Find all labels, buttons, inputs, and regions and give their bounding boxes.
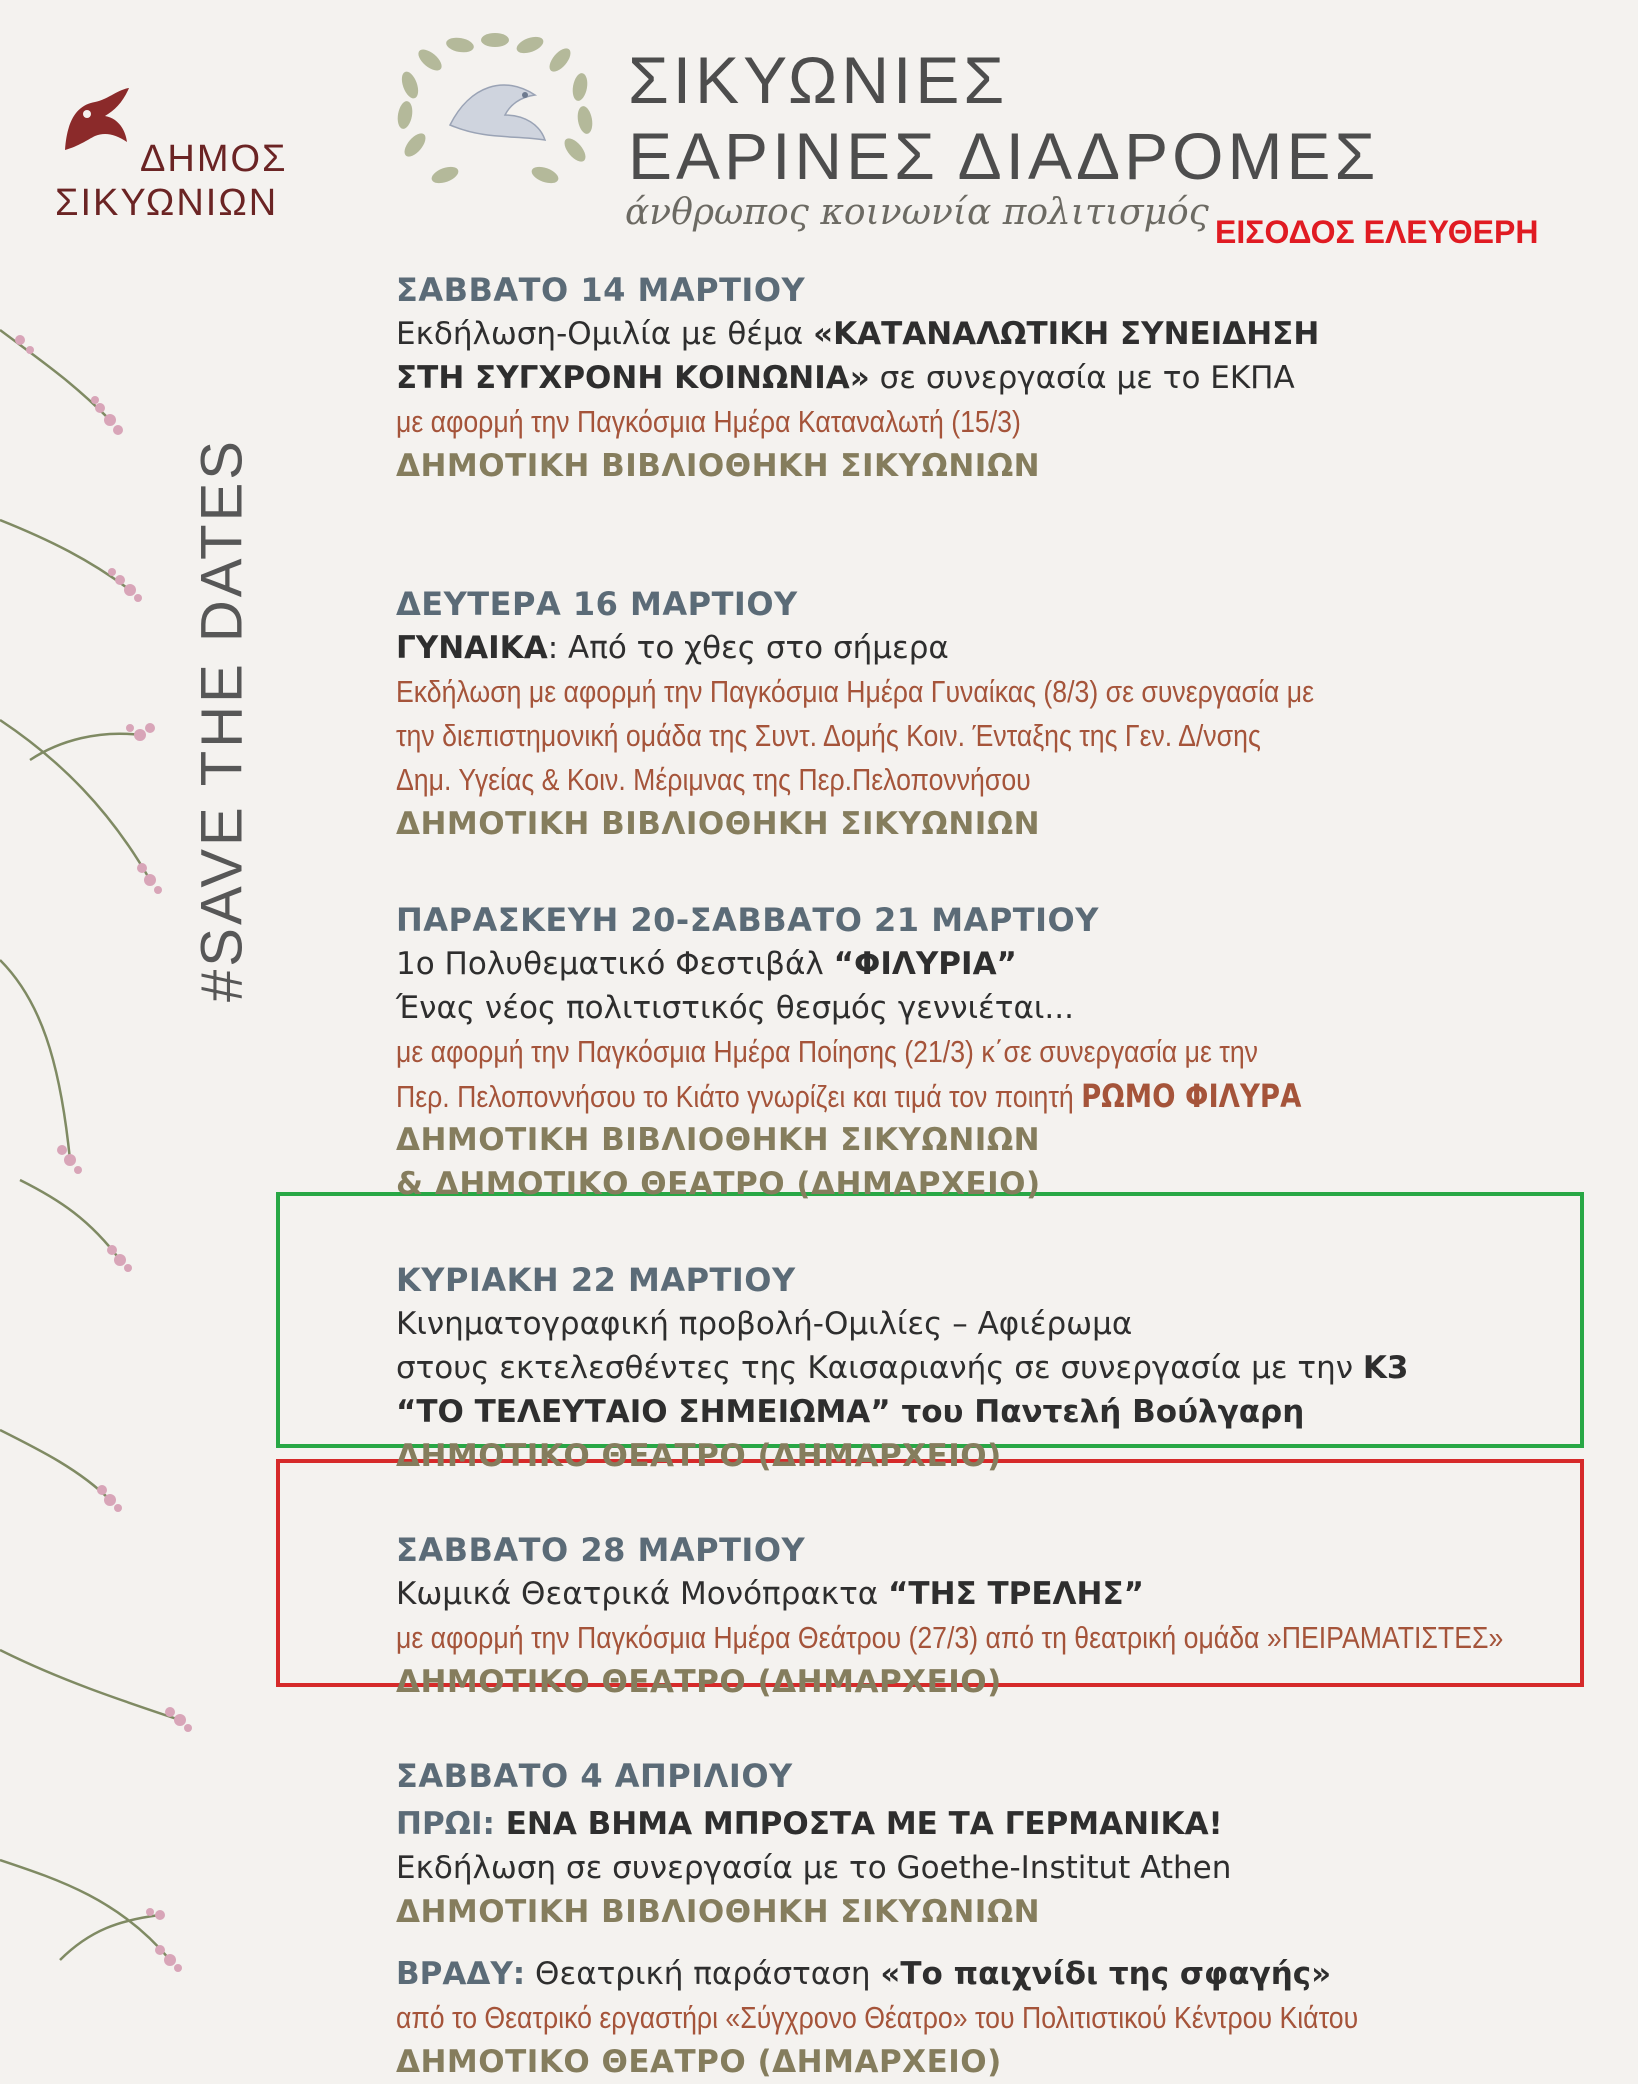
event-occasion: [396, 1074, 1428, 1118]
municipality-name-line1: ΔΗΜΟΣ: [140, 138, 288, 180]
event-date: ΣΑΒΒΑΤΟ 28 ΜΑΡΤΙΟΥ: [396, 1531, 806, 1569]
dove-wreath-emblem: [375, 15, 615, 215]
event-highlight: Κ3: [1362, 1350, 1409, 1386]
event-highlight: «Το παιχνίδι της σφαγής»: [880, 1956, 1332, 1992]
event-venue: ΔΗΜΟΤΙΚΗ ΒΙΒΛΙΟΘΗΚΗ ΣΙΚΥΩΝΙΩΝ: [396, 1122, 1041, 1158]
event-description: Ένας νέος πολιτιστικός θεσμός γεννιέται...: [396, 990, 1074, 1026]
event-highlight: ΕΝΑ ΒΗΜΑ ΜΠΡΟΣΤΑ ΜΕ ΤΑ ΓΕΡΜΑΝΙΚΑ!: [494, 1806, 1223, 1842]
save-the-dates-text: #SAVE THE DATES: [189, 438, 255, 1002]
poet-name: ΡΩΜΟ ΦΙΛΥΡΑ: [1081, 1077, 1302, 1115]
event-occasion: την διεπιστημονική ομάδα της Συντ. Δομής Κοιν. Ένταξης της Γεν. Δ/νσης: [396, 718, 1261, 753]
events-list: [396, 268, 1596, 2084]
flower-decoration: [0, 0, 260, 2048]
event-occasion: Δημ. Υγείας & Κοιν. Μέριμνας της Περ.Πελοποννήσου: [396, 762, 1031, 797]
event-highlight: “ΦΙΛΥΡΙΑ”: [833, 946, 1017, 982]
event-text: Θεατρική παράσταση: [525, 1956, 881, 1992]
event-item: [396, 1754, 1596, 2084]
chimera-icon: [57, 80, 137, 160]
event-item: [396, 268, 1596, 488]
event-occasion: με αφορμή την Παγκόσμια Ημέρα Θεάτρου (27/3) από τη θεατρική ομάδα »ΠΕΙΡΑΜΑΤΙΣΤΕΣ»: [396, 1620, 1504, 1655]
time-label: ΠΡΩΙ:: [396, 1806, 495, 1842]
event-occasion: από το Θεατρικό εργαστήρι «Σύγχρονο Θέατρο» του Πολιτιστικού Κέντρου Κιάτου: [396, 2000, 1359, 2035]
event-venue: ΔΗΜΟΤΙΚΟ ΘΕΑΤΡΟ (ΔΗΜΑΡΧΕΙΟ): [396, 1664, 1002, 1700]
event-item: [396, 1528, 1596, 1704]
event-venue: ΔΗΜΟΤΙΚΗ ΒΙΒΛΙΟΘΗΚΗ ΣΙΚΥΩΝΙΩΝ: [396, 1894, 1041, 1930]
event-series-title-line2: ΕΑΡΙΝΕΣ ΔΙΑΔΡΟΜΕΣ: [628, 119, 1380, 193]
event-highlight: “ΤΟ ΤΕΛΕΥΤΑΙΟ ΣΗΜΕΙΩΜΑ”: [396, 1394, 891, 1430]
event-item: [396, 898, 1596, 1206]
event-date: ΔΕΥΤΕΡΑ 16 ΜΑΡΤΙΟΥ: [396, 585, 798, 623]
event-venue: ΔΗΜΟΤΙΚΗ ΒΙΒΛΙΟΘΗΚΗ ΣΙΚΥΩΝΙΩΝ: [396, 448, 1041, 484]
free-entry-notice: ΕΙΣΟΔΟΣ ΕΛΕΥΘΕΡΗ: [1215, 214, 1539, 250]
event-text: στους εκτελεσθέντες της Καισαριανής σε συνεργασία με την: [396, 1350, 1363, 1386]
event-description: [396, 942, 1596, 986]
event-date: ΣΑΒΒΑΤΟ 14 ΜΑΡΤΙΟΥ: [396, 271, 806, 309]
event-venue: ΔΗΜΟΤΙΚΗ ΒΙΒΛΙΟΘΗΚΗ ΣΙΚΥΩΝΙΩΝ: [396, 806, 1041, 842]
event-description: [396, 1346, 1596, 1390]
event-occasion: Εκδήλωση με αφορμή την Παγκόσμια Ημέρα Γυναίκας (8/3) σε συνεργασία με: [396, 674, 1314, 709]
event-description: [396, 1390, 1596, 1434]
event-occasion: με αφορμή την Παγκόσμια Ημέρα Ποίησης (21/3) κ΄σε συνεργασία με την: [396, 1034, 1258, 1069]
event-description: [396, 1572, 1596, 1616]
event-occasion-text: Περ. Πελοποννήσου το Κιάτο γνωρίζει και τιμά τον ποιητή: [396, 1079, 1082, 1114]
event-text: : Από το χθες στο σήμερα: [547, 630, 949, 666]
event-occasion: με αφορμή την Παγκόσμια Ημέρα Καταναλωτή (15/3): [396, 404, 1021, 439]
event-text: 1ο Πολυθεματικό Φεστιβάλ: [396, 946, 834, 982]
event-venue: ΔΗΜΟΤΙΚΟ ΘΕΑΤΡΟ (ΔΗΜΑΡΧΕΙΟ): [396, 1438, 1002, 1474]
tagline: άνθρωπος κοινωνία πολιτισμός: [625, 192, 1209, 233]
time-label: ΒΡΑΔΥ:: [396, 1956, 526, 1992]
event-highlight: ΓΥΝΑΙΚΑ: [396, 630, 548, 666]
event-venue: ΔΗΜΟΤΙΚΟ ΘΕΑΤΡΟ (ΔΗΜΑΡΧΕΙΟ): [396, 2044, 1002, 2080]
event-highlight: του Παντελή Βούλγαρη: [890, 1394, 1305, 1430]
event-description: Κινηματογραφική προβολή-Ομιλίες – Αφιέρωμα: [396, 1306, 1133, 1342]
event-description: [396, 1802, 1596, 1846]
event-highlight: “ΤΗΣ ΤΡΕΛΗΣ”: [888, 1576, 1145, 1612]
event-item: [396, 1258, 1596, 1478]
event-highlight: ΣΤΗ ΣΥΓΧΡΟΝΗ ΚΟΙΝΩΝΙΑ»: [396, 360, 870, 396]
event-description: [396, 626, 1596, 670]
event-date: ΚΥΡΙΑΚΗ 22 ΜΑΡΤΙΟΥ: [396, 1261, 796, 1299]
event-text: Κωμικά Θεατρικά Μονόπρακτα: [396, 1576, 889, 1612]
event-highlight: «ΚΑΤΑΝΑΛΩΤΙΚΗ ΣΥΝΕΙΔΗΣΗ: [813, 316, 1320, 352]
event-date: ΣΑΒΒΑΤΟ 4 ΑΠΡΙΛΙΟΥ: [396, 1757, 793, 1795]
event-item: [396, 582, 1596, 846]
event-description: [396, 312, 1596, 356]
event-text: Εκδήλωση-Ομιλία με θέμα: [396, 316, 814, 352]
event-series-title-line1: ΣΙΚΥΩΝΙΕΣ: [628, 43, 1009, 117]
municipality-name-line2: ΣΙΚΥΩΝΙΩΝ: [55, 182, 279, 224]
event-description: [396, 1952, 1596, 1996]
event-date: ΠΑΡΑΣΚΕΥΗ 20-ΣΑΒΒΑΤΟ 21 ΜΑΡΤΙΟΥ: [396, 901, 1099, 939]
event-description: [396, 356, 1596, 400]
event-description: Εκδήλωση σε συνεργασία με το Goethe-Institut Athen: [396, 1850, 1232, 1886]
event-venue: & ΔΗΜΟΤΙΚΟ ΘΕΑΤΡΟ (ΔΗΜΑΡΧΕΙΟ): [396, 1166, 1041, 1202]
event-text: σε συνεργασία με το ΕΚΠΑ: [869, 360, 1295, 396]
